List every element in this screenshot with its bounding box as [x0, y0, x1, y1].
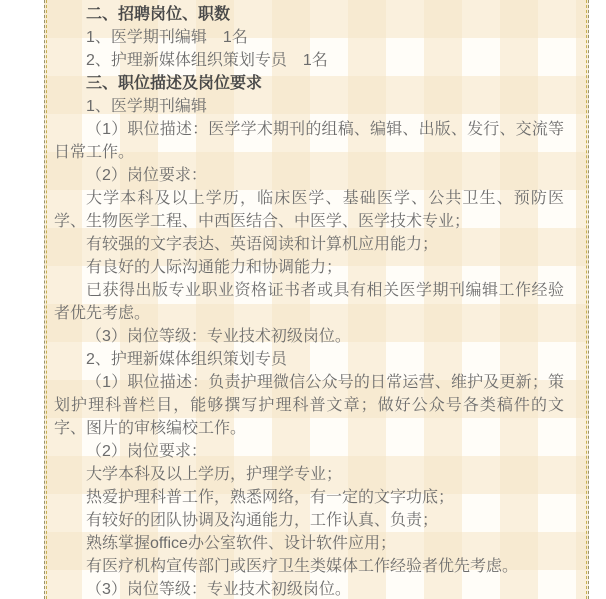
job2-requirements-label: （2）岗位要求： [86, 443, 207, 460]
content-panel [44, 0, 589, 599]
job1-requirement-communication: 有良好的人际沟通能力和协调能力； [86, 259, 343, 276]
job2-grade: （3）岗位等级：专业技术初级岗位。 [86, 581, 351, 598]
position-item-1: 1、医学期刊编辑 1名 [86, 29, 248, 46]
job2-requirement-preferred: 有医疗机构宣传部门或医疗卫生类媒体工作经验者优先考虑。 [86, 558, 519, 575]
document-body [44, 0, 589, 599]
job2-requirement-education: 大学本科及以上学历，护理学专业； [86, 466, 343, 483]
job2-description: （1）职位描述：负责护理微信公众号的日常运营、维护及更新；策划护理科普栏目，能够撰写护理科普文章；做好公众号各类稿件的文字、图片的审核编校工作。 [54, 374, 564, 437]
job1-requirement-education: 大学本科及以上学历，临床医学、基础医学、公共卫生、预防医学、生物医学工程、中西医结合、中医学、医学技术专业； [54, 190, 564, 230]
position-item-2: 2、护理新媒体组织策划专员 1名 [86, 52, 328, 69]
job1-requirement-preferred: 已获得出版专业职业资格证书者或具有相关医学期刊编辑工作经验者优先考虑。 [54, 282, 564, 322]
job2-requirement-interest: 热爱护理科普工作，熟悉网络，有一定的文字功底； [86, 489, 455, 506]
job2-requirement-software: 熟练掌握office办公室软件、设计软件应用； [86, 535, 396, 552]
section-heading-job-description: 三、职位描述及岗位要求 [86, 75, 263, 92]
job1-requirements-label: （2）岗位要求： [86, 167, 207, 184]
job2-title: 2、护理新媒体组织策划专员 [86, 351, 287, 368]
job1-grade: （3）岗位等级：专业技术初级岗位。 [86, 328, 351, 345]
job1-description: （1）职位描述：医学学术期刊的组稿、编辑、出版、发行、交流等日常工作。 [54, 121, 564, 161]
job1-title: 1、医学期刊编辑 [86, 98, 207, 115]
section-heading-recruit-positions: 二、招聘岗位、职数 [86, 6, 231, 23]
job2-requirement-teamwork: 有较好的团队协调及沟通能力，工作认真、负责； [86, 512, 439, 529]
job1-requirement-skills: 有较强的文字表达、英语阅读和计算机应用能力； [86, 236, 439, 253]
